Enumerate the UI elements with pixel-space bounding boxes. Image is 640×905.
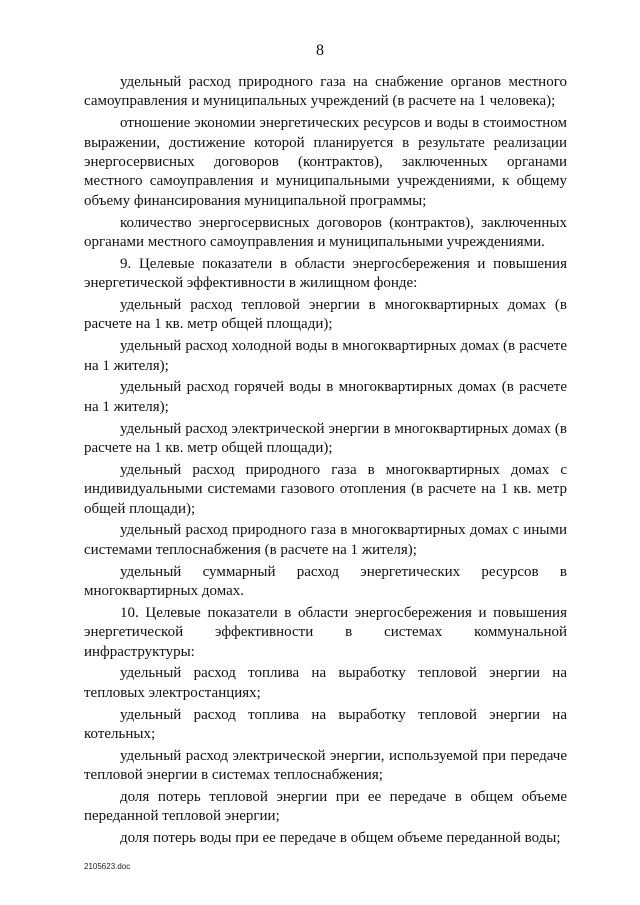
section-heading-10: 10. Целевые показатели в области энергосбережения и повышения энергетической эффективности в системах коммунальной инфраструктуры: bbox=[84, 604, 567, 660]
paragraph: удельный расход природного газа в многоквартирных домах с индивидуальными системами газового отопления (в расчете на 1 кв. метр общей площади); bbox=[84, 461, 567, 517]
paragraph: количество энергосервисных договоров (контрактов), заключенных органами местного самоуправления и муниципальными учреждениями. bbox=[84, 214, 567, 251]
paragraph: удельный расход электрической энергии, используемой при передаче тепловой энергии в системах теплоснабжения; bbox=[84, 747, 567, 784]
paragraph: доля потерь воды при ее передаче в общем объеме переданной воды; bbox=[120, 830, 561, 847]
paragraph: удельный расход тепловой энергии в многоквартирных домах (в расчете на 1 кв. метр общей площади); bbox=[84, 297, 567, 333]
paragraph: доля потерь тепловой энергии при ее передаче в общем объеме переданной тепловой энергии; bbox=[84, 789, 567, 825]
document-body bbox=[84, 73, 567, 851]
paragraph: удельный суммарный расход энергетических ресурсов в многоквартирных домах. bbox=[84, 563, 567, 600]
footer-filename: 2105623.doc bbox=[84, 862, 131, 871]
paragraph: удельный расход природного газа в многоквартирных домах с иными системами теплоснабжения (в расчете на 1 жителя); bbox=[84, 522, 567, 558]
section-heading-9: 9. Целевые показатели в области энергосбережения и повышения энергетической эффективности в жилищном фонде: bbox=[84, 255, 567, 292]
paragraph: отношение экономии энергетических ресурсов и воды в стоимостном выражении, достижение которой планируется в результате реализации энергосервисных договоров (контрактов), заключенных органами местного самоуправления и муниципальными учреждениями, к общему объему финансирования муниципальной программы; bbox=[84, 115, 567, 209]
paragraph: удельный расход горячей воды в многоквартирных домах (в расчете на 1 жителя); bbox=[84, 379, 567, 415]
paragraph: удельный расход холодной воды в многоквартирных домах (в расчете на 1 жителя); bbox=[84, 338, 567, 374]
paragraph: удельный расход топлива на выработку тепловой энергии на котельных; bbox=[84, 706, 567, 743]
paragraph: удельный расход электрической энергии в многоквартирных домах (в расчете на 1 кв. метр общей площади); bbox=[84, 420, 567, 457]
paragraph: удельный расход природного газа на снабжение органов местного самоуправления и муниципальных учреждений (в расчете на 1 человека); bbox=[84, 74, 567, 110]
page-number: 8 bbox=[316, 42, 324, 59]
paragraph: удельный расход топлива на выработку тепловой энергии на тепловых электростанциях; bbox=[84, 665, 567, 701]
